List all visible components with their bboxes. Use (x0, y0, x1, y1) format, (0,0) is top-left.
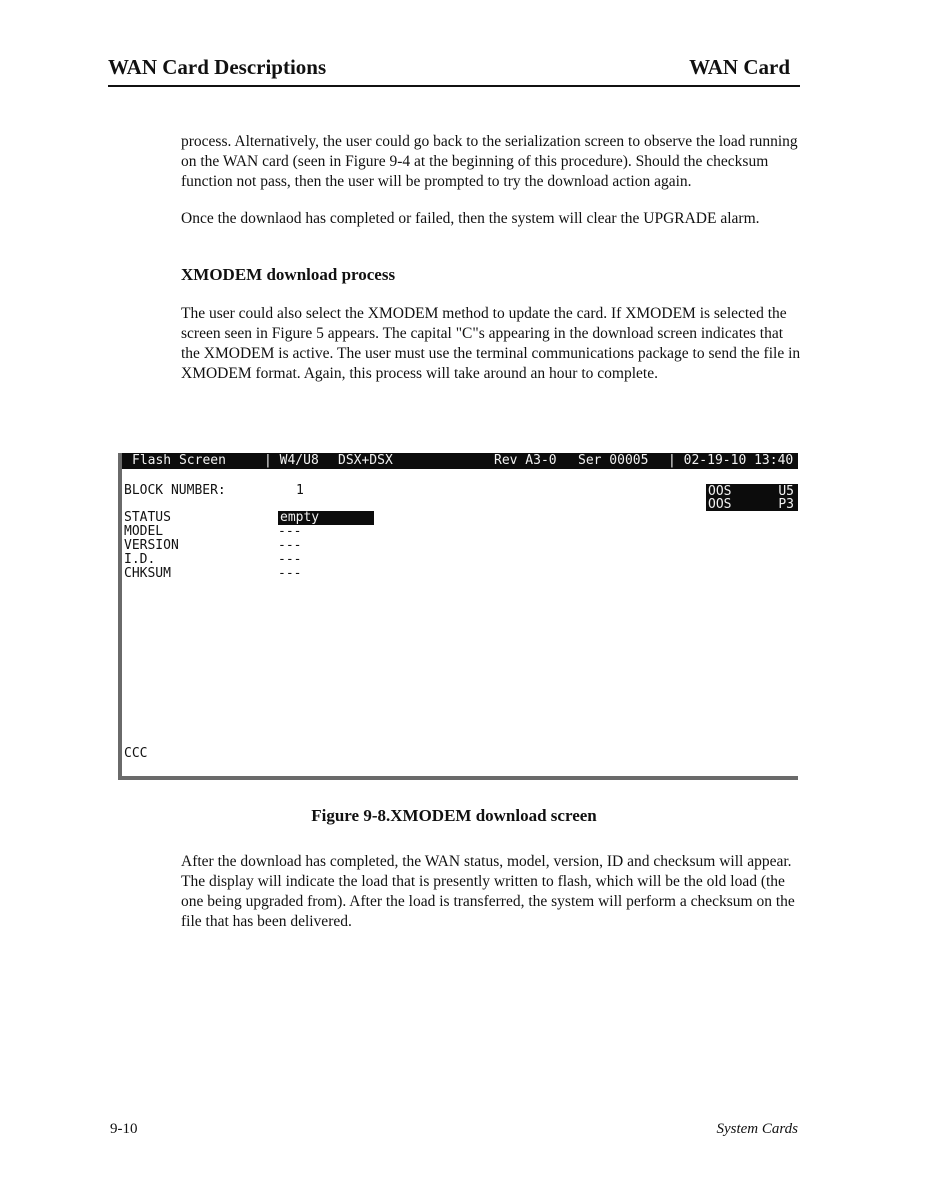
chksum-value: --- (278, 566, 302, 581)
screen-rev: Rev A3-0 (494, 453, 557, 468)
screen-serial: Ser 00005 (578, 453, 649, 468)
screen-slot: | W4/U8 (264, 453, 319, 468)
alarm-state: OOS (708, 484, 732, 499)
header-section-title: WAN Card Descriptions (108, 55, 327, 79)
paragraph-intro: process. Alternatively, the user could go back to the serialization screen to observe the load running on the WAN card (seen in Figure 9-4 at the beginning of this procedure). Should the checksum function not pass, then the user will be prompted to try the download action again. (181, 133, 798, 190)
block-number-value: 1 (296, 483, 304, 498)
screen-title-bar (122, 453, 798, 469)
footer-section: System Cards (716, 1121, 798, 1137)
screen-left-border (118, 453, 122, 780)
version-label: VERSION (124, 538, 179, 553)
status-value: empty (278, 511, 374, 525)
figure-caption: Figure 9-8.XMODEM download screen (311, 806, 597, 825)
alarm-state: OOS (708, 497, 732, 512)
status-label: STATUS (124, 510, 171, 525)
chksum-label: CHKSUM (124, 566, 171, 581)
page-number: 9-10 (110, 1121, 138, 1137)
paragraph-alarm: Once the downlaod has completed or failed, then the system will clear the UPGRADE alarm. (181, 210, 760, 227)
model-label: MODEL (124, 524, 164, 539)
screen-bottom-border (118, 776, 798, 780)
id-value: --- (278, 552, 302, 567)
section-heading: XMODEM download process (181, 265, 396, 284)
paragraph-after-download: After the download has completed, the WAN status, model, version, ID and checksum will appear. The display will indicate the load that is presently written to flash, which will be the old load (the one being upgraded from). After the load is transferred, the system will perform a checksum on the file that has been delivered. (181, 853, 795, 930)
screen-mode: DSX+DSX (338, 453, 393, 468)
id-label: I.D. (124, 552, 156, 567)
header-chapter-title: WAN Card (689, 55, 790, 79)
xmodem-prompt: CCC (124, 746, 148, 761)
model-value: --- (278, 524, 302, 539)
screen-datetime: | 02-19-10 13:40 (668, 453, 794, 468)
terminal-screen (118, 453, 798, 780)
block-number-label: BLOCK NUMBER: (124, 483, 226, 498)
alarm-indicator (706, 484, 798, 511)
page-header (108, 55, 800, 87)
version-value: --- (278, 538, 302, 553)
alarm-slot: U5 (778, 484, 794, 499)
alarm-slot: P3 (778, 497, 794, 512)
screen-title: Flash Screen (132, 453, 226, 468)
paragraph-xmodem: The user could also select the XMODEM method to update the card. If XMODEM is selected the screen seen in Figure 5 appears. The capital "C"s appearing in the download screen indicates that the XMODEM is active. The user must use the terminal communications package to send the file in XMODEM format. Again, this process will take around an hour to complete. (181, 305, 801, 382)
